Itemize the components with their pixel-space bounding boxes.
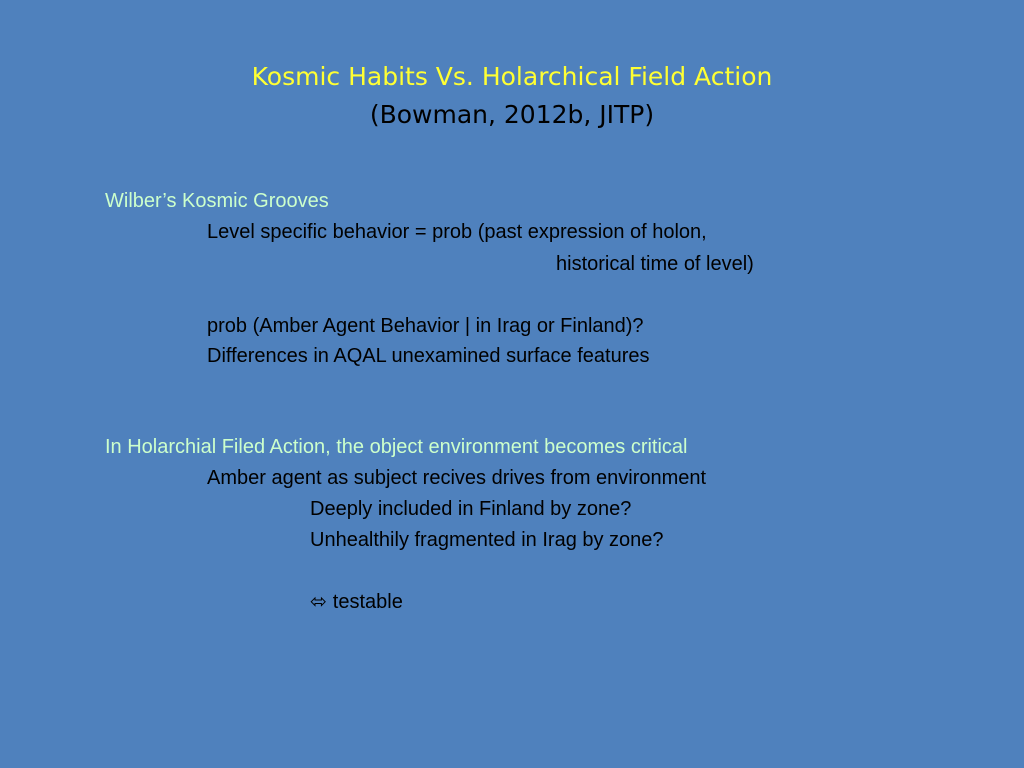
section1-line3: prob (Amber Agent Behavior | in Irag or Finland)? <box>207 315 644 337</box>
slide-title: Kosmic Habits Vs. Holarchical Field Action <box>251 62 773 91</box>
section1-line1: Level specific behavior = prob (past expression of holon, <box>207 221 707 243</box>
slide-subtitle: (Bowman, 2012b, JITP) <box>369 100 655 129</box>
left-right-arrow-icon: ⬄ <box>310 591 327 613</box>
section2-line4: testable <box>332 591 403 613</box>
section2-heading: In Holarchial Filed Action, the object environment becomes critical <box>105 436 688 458</box>
section1-heading: Wilber’s Kosmic Grooves <box>105 190 329 212</box>
section1-line4: Differences in AQAL unexamined surface features <box>207 345 650 367</box>
section1-line2: historical time of level) <box>556 253 754 275</box>
section2-line1: Amber agent as subject recives drives from environment <box>207 467 707 489</box>
title-block <box>0 58 1024 134</box>
section2-line2: Deeply included in Finland by zone? <box>310 498 632 520</box>
section2-line4-row <box>310 590 403 614</box>
section2-line3: Unhealthily fragmented in Irag by zone? <box>310 529 664 551</box>
